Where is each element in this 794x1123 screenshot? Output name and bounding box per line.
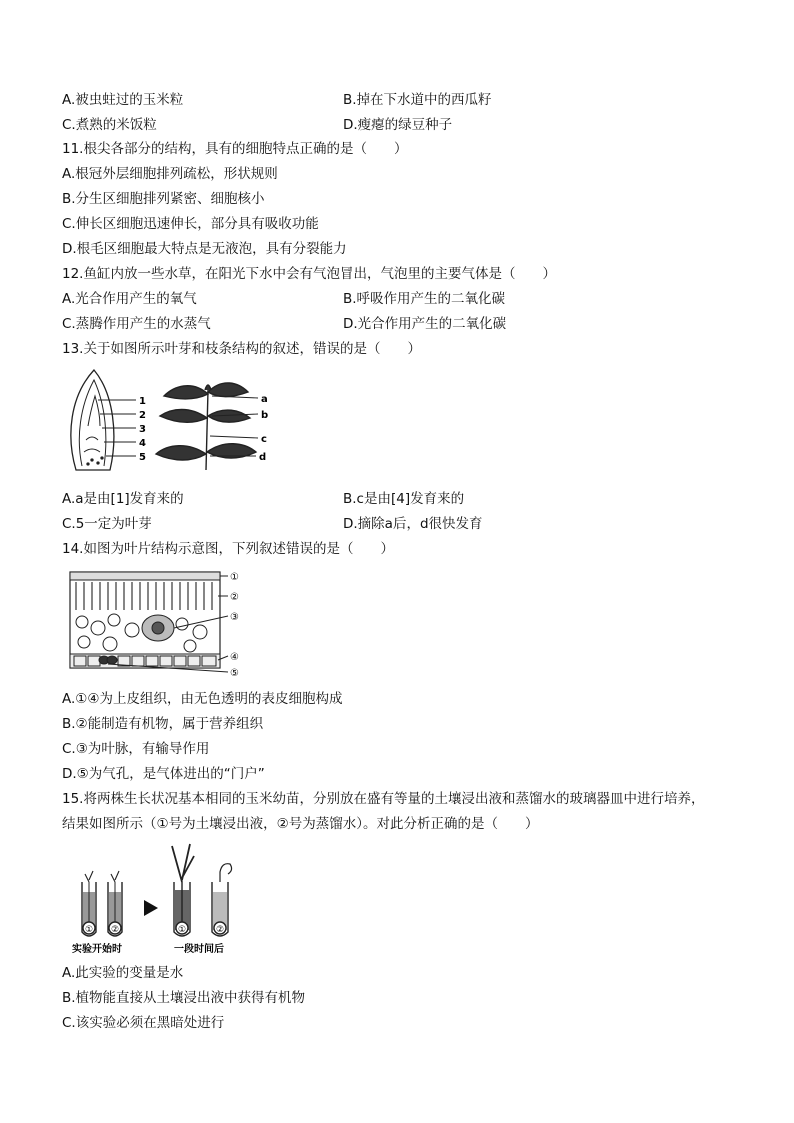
q15-option-a: A.此实验的变量是水 [62, 965, 184, 981]
q15-option-b: B.植物能直接从土壤浸出液中获得有机物 [62, 990, 306, 1006]
leaf-label-2: ② [230, 592, 239, 603]
branch-label-b: b [261, 410, 269, 421]
q15-stem-line1: 15.将两株生长状况基本相同的玉米幼苗，分别放在盛有等量的土壤浸出液和蒸馏水的玻璃器皿中进行培养， [62, 791, 705, 807]
seedling-experiment-figure [62, 842, 282, 958]
bud-label-2: 2 [139, 410, 146, 421]
end-tube-label-2: ② [216, 925, 225, 935]
q12-option-c: C.蒸腾作用产生的水蒸气 [62, 316, 211, 332]
q12-option-b: B.呼吸作用产生的二氧化碳 [343, 291, 506, 307]
tubes-after-time [172, 844, 232, 936]
leaf-label-1: ① [230, 572, 239, 583]
q11-option-c: C.伸长区细胞迅速伸长，部分具有吸收功能 [62, 216, 319, 232]
start-tube-label-2: ② [111, 925, 120, 935]
leaf-label-5: ⑤ [230, 668, 239, 679]
q10-option-a: A.被虫蛀过的玉米粒 [62, 92, 184, 108]
q14-option-d: D.⑤为气孔，是气体进出的“门户” [62, 766, 265, 782]
leaf-label-3: ③ [230, 612, 239, 623]
q13-stem: 13.关于如图所示叶芽和枝条结构的叙述，错误的是（ ） [62, 341, 421, 357]
q15-stem-line2: 结果如图所示（①号为土壤浸出液，②号为蒸馏水）。对此分析正确的是（ ） [62, 816, 539, 832]
leaf-bud-diagram [71, 370, 136, 470]
q10-option-b: B.掉在下水道中的西瓜籽 [343, 92, 492, 108]
q11-option-d: D.根毛区细胞最大特点是无液泡，具有分裂能力 [62, 241, 347, 257]
q14-option-a: A.①④为上皮组织，由无色透明的表皮细胞构成 [62, 691, 343, 707]
q11-option-b: B.分生区细胞排列紧密、细胞核小 [62, 191, 265, 207]
q13-option-c: C.5一定为叶芽 [62, 516, 152, 532]
q14-stem: 14.如图为叶片结构示意图，下列叙述错误的是（ ） [62, 541, 394, 557]
q11-option-a: A.根冠外层细胞排列疏松，形状规则 [62, 166, 278, 182]
q12-option-a: A.光合作用产生的氧气 [62, 291, 197, 307]
q10-option-d: D.瘦瘪的绿豆种子 [343, 117, 453, 133]
bud-and-branch-figure [62, 366, 282, 476]
leaf-label-4: ④ [230, 652, 239, 663]
bud-label-1: 1 [139, 396, 146, 407]
q11-stem: 11.根尖各部分的结构，具有的细胞特点正确的是（ ） [62, 141, 408, 157]
q12-stem: 12.鱼缸内放一些水草，在阳光下水中会有气泡冒出，气泡里的主要气体是（ ） [62, 266, 556, 282]
branch-diagram [156, 383, 258, 470]
leaf-cross-section [70, 572, 228, 672]
q15-option-c: C.该实验必须在黑暗处进行 [62, 1015, 225, 1031]
q14-option-c: C.③为叶脉，有输导作用 [62, 741, 210, 757]
q14-option-b: B.②能制造有机物，属于营养组织 [62, 716, 264, 732]
q13-option-d: D.摘除a后，d很快发育 [343, 516, 483, 532]
bud-label-4: 4 [139, 438, 146, 449]
leaf-structure-figure [62, 566, 252, 682]
caption-start: 实验开始时 [72, 944, 122, 955]
q12-option-d: D.光合作用产生的二氧化碳 [343, 316, 507, 332]
branch-label-a: a [261, 394, 268, 405]
bud-label-5: 5 [139, 452, 146, 463]
q13-option-a: A.a是由[1]发育来的 [62, 491, 184, 507]
q10-option-c: C.煮熟的米饭粒 [62, 117, 157, 133]
caption-after: 一段时间后 [174, 944, 224, 955]
start-tube-label-1: ① [85, 925, 94, 935]
q13-option-b: B.c是由[4]发育来的 [343, 491, 465, 507]
arrow-icon [144, 900, 158, 916]
branch-label-c: c [261, 434, 267, 445]
bud-label-3: 3 [139, 424, 146, 435]
end-tube-label-1: ① [178, 925, 187, 935]
branch-label-d: d [259, 452, 267, 463]
